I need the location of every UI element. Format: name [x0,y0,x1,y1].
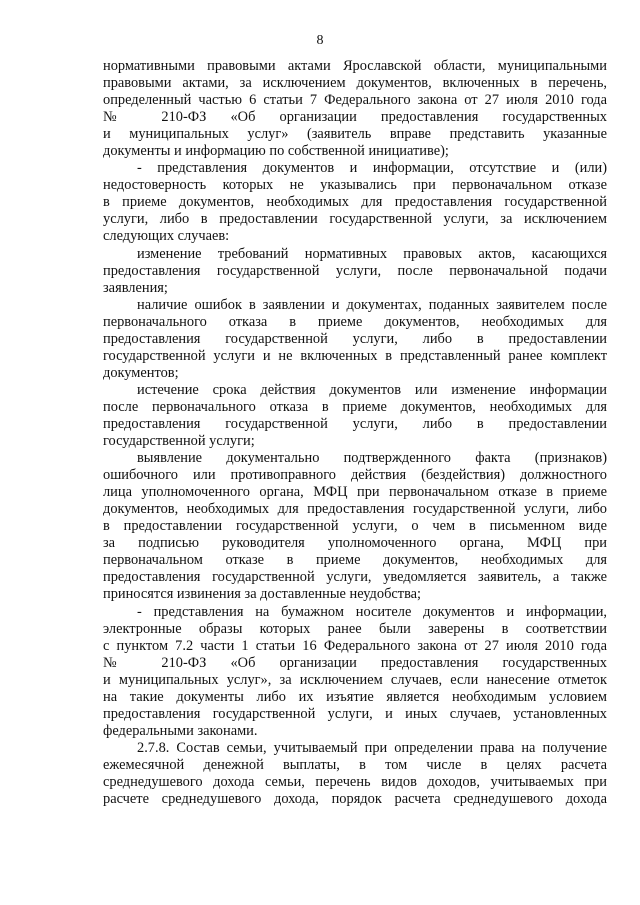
text-line: за подписью руководителя уполномоченного органа, МФЦ при [103,535,607,552]
document-body [103,58,607,808]
text-line: следующих случаев: [103,228,230,245]
text-line: государственной услуги; [103,433,255,450]
text-line: выявление документально подтвержденного факта (признаков) [137,450,607,467]
text-line: предоставления государственной услуги, уведомляется заявитель, а также [103,569,607,586]
text-line: изменение требований нормативных правовых актов, касающихся [137,245,607,262]
text-line: ошибочного или противоправного действия (бездействия) должностного [103,467,607,484]
text-line: недостоверность которых не указывались при первоначальном отказе [103,177,607,194]
text-line: предоставления государственной услуги, и иных случаев, установленных [103,705,607,722]
text-line: наличие ошибок в заявлении и документах, поданных заявителем после [137,296,607,313]
text-line: электронные образы которых ранее были заверены в соответствии [103,620,607,637]
text-line: документов; [103,364,179,381]
text-line: ежемесячной денежной выплаты, в том числе в целях расчета [103,756,607,773]
text-line: после первоначального отказа в приеме документов, необходимых для [103,398,607,415]
text-line: услуги, либо в предоставлении государственной услуги, за исключением [103,211,607,228]
text-line: нормативными правовыми актами Ярославской области, муниципальными [103,58,607,74]
text-line: в предоставлении государственной услуги, о чем в письменном виде [103,518,607,535]
text-line: в приеме документов, необходимых для предоставления государственной [103,194,607,211]
text-line: федеральными законами. [103,722,258,739]
text-line: № 210-ФЗ «Об организации предоставления государственных [103,109,607,126]
text-line: определенный частью 6 статьи 7 Федерального закона от 27 июля 2010 года [103,92,607,109]
text-line: правовыми актами, за исключением документов, включенных в перечень, [103,75,607,92]
text-line: среднедушевого дохода семьи, перечень видов доходов, учитываемых при [103,773,607,790]
text-line: государственной услуги и не включенных в представленный ранее комплект [103,347,607,364]
text-line: и муниципальных услуг» (заявитель вправе представить указанные [103,126,607,143]
page-number: 8 [316,33,324,48]
text-line: истечение срока действия документов или изменение информации [137,381,607,398]
text-line: предоставления государственной услуги, либо в предоставлении [103,330,607,347]
text-line: с пунктом 7.2 части 1 статьи 16 Федерального закона от 27 июля 2010 года [103,637,607,654]
text-line: документы и информацию по собственной инициативе); [103,143,449,160]
text-line: приносятся извинения за доставленные неудобства; [103,586,422,603]
text-line: предоставления государственной услуги, либо в предоставлении [103,415,607,432]
text-line: расчете среднедушевого дохода, порядок расчета среднедушевого дохода [103,791,607,808]
text-line: - представления на бумажном носителе документов и информации, [137,603,607,620]
text-line: - представления документов и информации, отсутствие и (или) [137,160,607,177]
text-line: заявления; [103,279,168,296]
text-line: 2.7.8. Состав семьи, учитываемый при определении права на получение [137,739,607,756]
text-line: № 210-ФЗ «Об организации предоставления государственных [103,654,607,671]
text-line: документов, необходимых для предоставления государственной услуги, либо [103,501,607,518]
text-line: и муниципальных услуг», за исключением случаев, если нанесение отметок [103,671,607,688]
text-line: первоначального отказа в приеме документов, необходимых для [103,313,607,330]
text-line: лица уполномоченного органа, МФЦ при первоначальном отказе в приеме [103,484,607,501]
text-line: предоставления государственной услуги, после первоначальной подачи [103,262,607,279]
text-line: первоначальном отказе в приеме документов, необходимых для [103,552,607,569]
text-line: на такие документы либо их изъятие является необходимым условием [103,688,607,705]
